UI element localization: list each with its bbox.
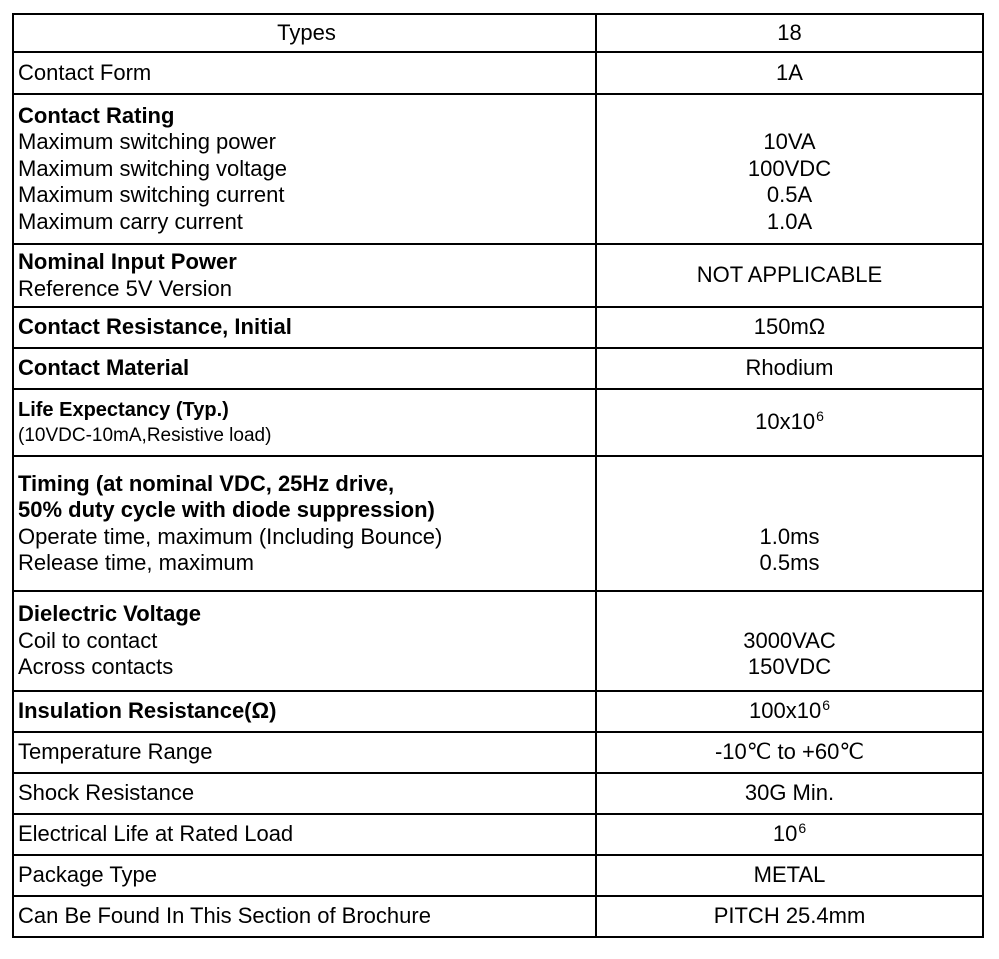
contact-rating-value-text: 10VA (763, 129, 816, 155)
contact-resistance-value-text: 150mΩ (753, 314, 826, 340)
contact-rating-label: Contact Rating (18, 102, 175, 128)
dielectric-voltage-label: Dielectric Voltage (18, 601, 201, 627)
electrical-life-label-block (18, 821, 595, 848)
electrical-life-value (597, 821, 982, 848)
dielectric-voltage-label-cell (13, 591, 596, 691)
contact-material-value-cell (596, 348, 983, 389)
header-types-cell (13, 14, 596, 52)
nominal-input-power-label-cell (13, 244, 596, 307)
contact-material-value (597, 355, 982, 382)
contact-rating-value (597, 209, 982, 236)
spec-table (12, 13, 984, 938)
contact-resistance-value (597, 314, 982, 341)
table-row (13, 691, 983, 732)
package-type-label-block (18, 862, 595, 889)
table-row (13, 52, 983, 94)
contact-rating-value-text: 100VDC (747, 155, 832, 181)
contact-rating-value-block (597, 103, 982, 236)
package-type-label: Package Type (18, 862, 158, 888)
temperature-range-value-block (597, 739, 982, 766)
timing-value-text: 0.5ms (759, 550, 820, 575)
table-row (13, 389, 983, 456)
table-row (13, 348, 983, 389)
contact-material-value-block (597, 355, 982, 382)
insulation-resistance-label-cell (13, 691, 596, 732)
package-type-label-cell (13, 855, 596, 896)
temperature-range-value-cell (596, 732, 983, 773)
life-expectancy-value-exponent: 6 (816, 408, 824, 425)
timing-sublabel: 50% duty cycle with diode suppression) (18, 497, 435, 522)
table-row (13, 244, 983, 307)
contact-material-label-cell (13, 348, 596, 389)
contact-resistance-value-block (597, 314, 982, 341)
dielectric-voltage-value-text: 3000VAC (743, 627, 836, 653)
brochure-section-label-cell (13, 896, 596, 937)
brochure-section-value-text: PITCH 25.4mm (713, 903, 866, 929)
package-type-value-cell (596, 855, 983, 896)
contact-rating-value-text: 0.5A (766, 182, 813, 208)
temperature-range-label-block (18, 739, 595, 766)
timing-value (597, 550, 982, 577)
package-type-value-text: METAL (753, 862, 826, 888)
timing-label-cell (13, 456, 596, 591)
shock-resistance-label: Shock Resistance (18, 780, 195, 806)
electrical-life-label: Electrical Life at Rated Load (18, 821, 294, 847)
header-type-value: 18 (777, 19, 802, 45)
dielectric-voltage-value-text: 150VDC (747, 654, 832, 680)
shock-resistance-label-cell (13, 773, 596, 814)
contact-material-value-text: Rhodium (745, 355, 834, 381)
contact-rating-value (597, 182, 982, 209)
life-expectancy-value-text: 10x10 (755, 409, 816, 435)
life-expectancy-value-block (597, 409, 982, 436)
insulation-resistance-label-block (18, 698, 595, 725)
contact-rating-value-text: 1.0A (766, 208, 813, 234)
table-row (13, 732, 983, 773)
nominal-input-power-label-block (18, 249, 595, 302)
life-expectancy-label: Life Expectancy (Typ.) (18, 398, 229, 421)
nominal-input-power-label: Nominal Input Power (18, 249, 237, 274)
life-expectancy-value (597, 409, 982, 436)
contact-form-value (597, 60, 982, 87)
temperature-range-value-text: -10℃ to +60℃ (714, 739, 865, 765)
brochure-section-value (597, 903, 982, 930)
nominal-input-power-value-cell (596, 244, 983, 307)
electrical-life-value-block (597, 821, 982, 848)
dielectric-voltage-value-cell (596, 591, 983, 691)
timing-label: Timing (at nominal VDC, 25Hz drive, (18, 470, 395, 496)
insulation-resistance-value (597, 698, 982, 725)
timing-label-block (18, 471, 595, 577)
life-expectancy-value-cell (596, 389, 983, 456)
insulation-resistance-value-cell (596, 691, 983, 732)
electrical-life-value-cell (596, 814, 983, 855)
temperature-range-label-cell (13, 732, 596, 773)
timing-sublabel: Release time, maximum (18, 550, 254, 575)
insulation-resistance-value-exponent: 6 (822, 697, 830, 714)
timing-value-block (597, 471, 982, 577)
life-expectancy-sublabel: (10VDC-10mA,Resistive load) (18, 424, 272, 446)
package-type-value (597, 862, 982, 889)
header-value-cell (596, 14, 983, 52)
contact-rating-sublabel: Maximum carry current (18, 208, 243, 234)
contact-resistance-label-cell (13, 307, 596, 348)
electrical-life-value-exponent: 6 (798, 820, 807, 837)
table-header-row (13, 14, 983, 52)
dielectric-voltage-sublabel: Across contacts (18, 654, 174, 680)
nominal-input-power-value-text: NOT APPLICABLE (696, 262, 883, 288)
contact-material-label-block (18, 355, 595, 382)
electrical-life-label-cell (13, 814, 596, 855)
contact-form-value-text: 1A (776, 59, 803, 85)
timing-value-text: 1.0ms (759, 523, 820, 549)
timing-value (597, 524, 982, 551)
table-row (13, 307, 983, 348)
brochure-section-label-block (18, 903, 595, 930)
contact-resistance-label-block (18, 314, 595, 341)
insulation-resistance-label: Insulation Resistance(Ω) (18, 698, 277, 724)
shock-resistance-value-text: 30G Min. (744, 780, 835, 806)
dielectric-voltage-value (597, 654, 982, 681)
dielectric-voltage-value (597, 628, 982, 655)
table-row (13, 855, 983, 896)
package-type-value-block (597, 862, 982, 889)
table-row (13, 896, 983, 937)
nominal-input-power-value-block (597, 262, 982, 289)
contact-rating-value-cell (596, 94, 983, 244)
shock-resistance-value (597, 780, 982, 807)
dielectric-voltage-value-block (597, 601, 982, 681)
contact-rating-sublabel: Maximum switching current (18, 182, 285, 208)
electrical-life-value-text: 10 (772, 821, 798, 847)
temperature-range-label: Temperature Range (18, 739, 213, 765)
timing-sublabel: Operate time, maximum (Including Bounce) (18, 523, 443, 549)
brochure-section-label: Can Be Found In This Section of Brochure (18, 903, 431, 929)
table-row (13, 591, 983, 691)
contact-form-value-block (597, 60, 982, 87)
contact-material-label: Contact Material (18, 355, 190, 381)
contact-resistance-value-cell (596, 307, 983, 348)
dielectric-voltage-label-block (18, 601, 595, 681)
temperature-range-value (597, 739, 982, 766)
table-row (13, 814, 983, 855)
life-expectancy-label-block (18, 398, 595, 448)
contact-rating-label-block (18, 103, 595, 236)
contact-form-label-block (18, 60, 595, 87)
insulation-resistance-value-block (597, 698, 982, 725)
brochure-section-value-block (597, 903, 982, 930)
contact-rating-value (597, 129, 982, 156)
contact-form-label-cell (13, 52, 596, 94)
contact-resistance-label: Contact Resistance, Initial (18, 314, 292, 340)
table-row (13, 456, 983, 591)
spec-table-body (13, 14, 983, 937)
dielectric-voltage-sublabel: Coil to contact (18, 627, 158, 653)
timing-value-cell (596, 456, 983, 591)
contact-rating-label-cell (13, 94, 596, 244)
table-row (13, 773, 983, 814)
shock-resistance-label-block (18, 780, 595, 807)
table-row (13, 94, 983, 244)
shock-resistance-value-cell (596, 773, 983, 814)
life-expectancy-label-cell (13, 389, 596, 456)
contact-rating-sublabel: Maximum switching voltage (18, 155, 287, 181)
nominal-input-power-value (597, 262, 982, 289)
nominal-input-power-sublabel: Reference 5V Version (18, 275, 233, 301)
contact-form-label: Contact Form (18, 59, 152, 85)
shock-resistance-value-block (597, 780, 982, 807)
contact-rating-value (597, 156, 982, 183)
contact-form-value-cell (596, 52, 983, 94)
contact-rating-sublabel: Maximum switching power (18, 129, 276, 155)
header-types-label: Types (277, 19, 336, 45)
insulation-resistance-value-text: 100x10 (749, 698, 822, 724)
brochure-section-value-cell (596, 896, 983, 937)
